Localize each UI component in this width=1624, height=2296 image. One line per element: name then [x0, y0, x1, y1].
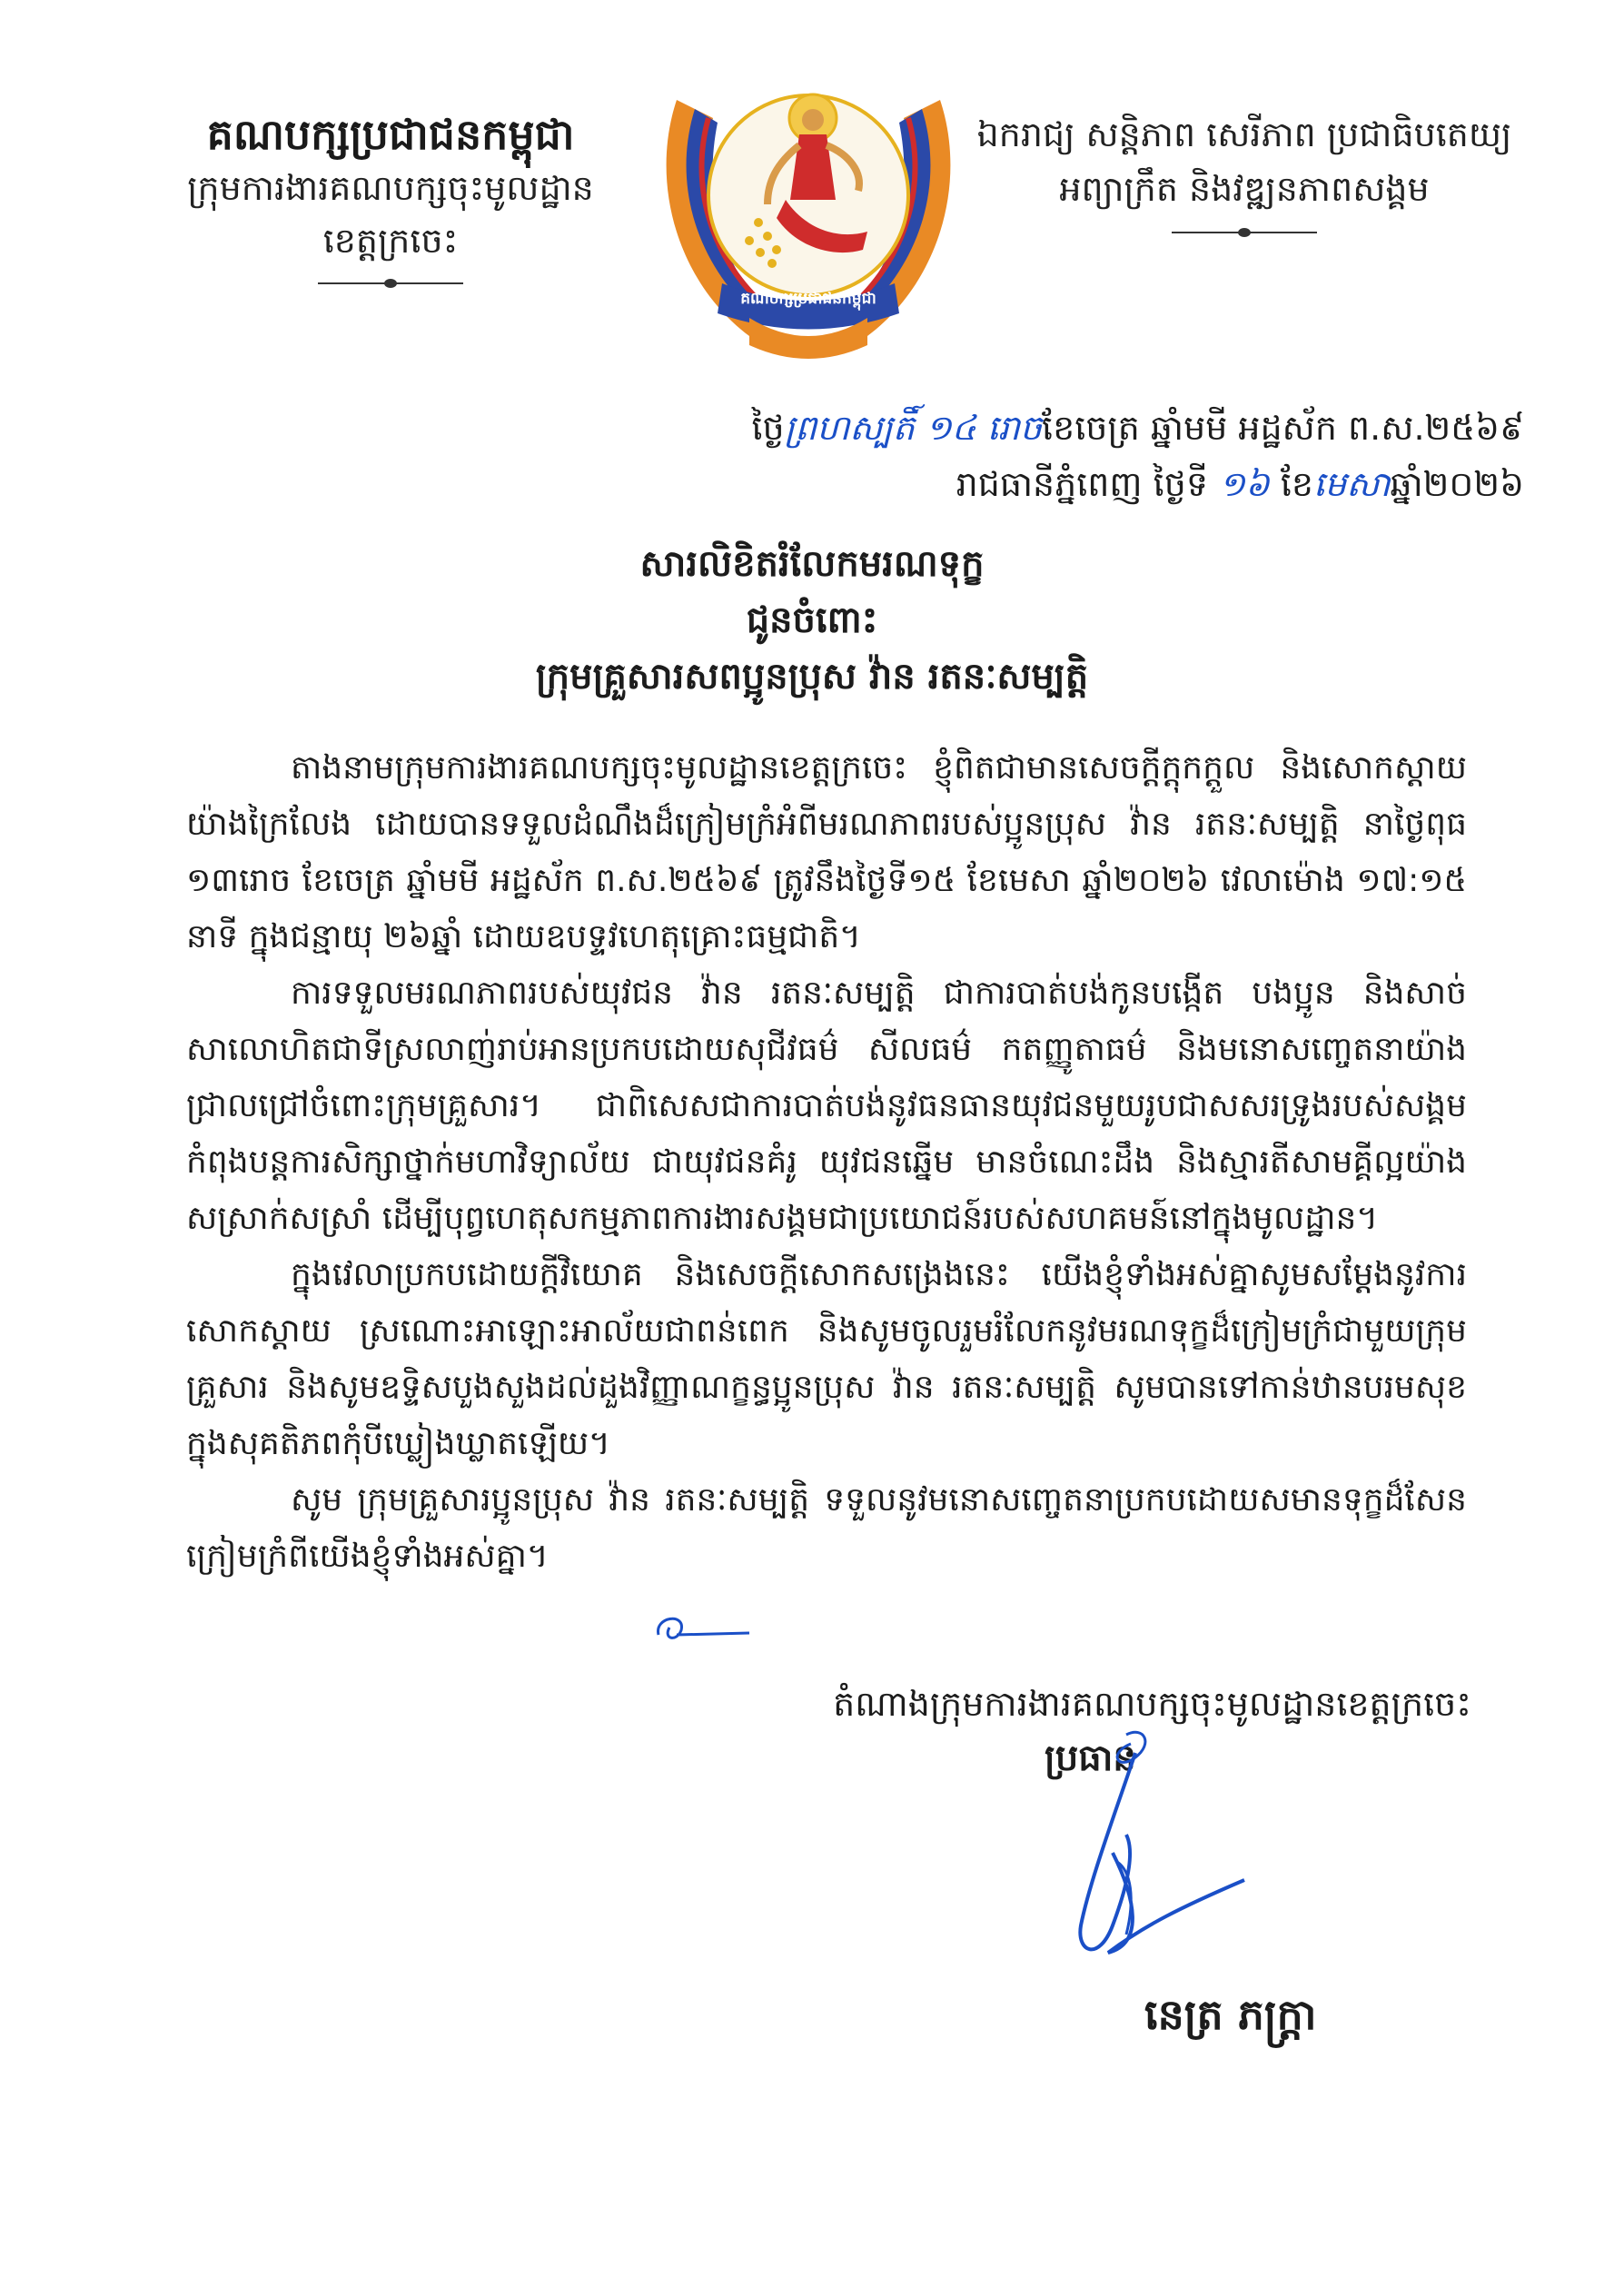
lunar-date: ថ្ងៃព្រហស្បតិ៍ ១៤ រោចខែចេត្រ ឆ្នាំមមី អដ្ឋស័ក ព.ស.២៥៦៩	[751, 408, 1524, 448]
emblem-icon	[640, 45, 976, 363]
initial-mark-icon	[649, 1608, 758, 1653]
letter-title	[0, 536, 1624, 705]
title-line-2: ជូនចំពោះ	[746, 599, 878, 641]
province-name: ខេត្តក្រចេះ	[322, 221, 459, 261]
solar-month-handwritten: មេសា	[1313, 464, 1391, 504]
party-name: គណបក្សប្រជាជនកម្ពុជា	[206, 110, 575, 159]
paragraph-2: ការទទួលមរណភាពរបស់យុវជន វ៉ាន រតនៈសម្បត្តិ ជាការបាត់បង់កូនបង្កើត បងប្អូន និងសាច់សាលោហិតជាទីស្រលាញ់រាប់អានប្រកបដោយសុជីវធម៌ សីលធម៌ កតញ្ញូតាធម៌ និងមនោសញ្ចេតនាយ៉ាងជ្រាលជ្រៅចំពោះក្រុមគ្រួសារ។ ជាពិសេសជាការបាត់បង់នូវធនធានយុវជនមួយរូបជាសសរទ្រូងរបស់សង្គម កំពុងបន្តការសិក្សាថ្នាក់មហាវិទ្យាល័យ ជាយុវជនគំរូ យុវជនឆ្នើម មានចំណេះដឹង និងស្មារតីសាមគ្គីល្អយ៉ាងសស្រាក់សស្រាំ ដើម្បីបុព្វហេតុសកម្មភាពការងារសង្គមជាប្រយោជន៍របស់សហគមន៍នៅក្នុងមូលដ្ឋាន។	[186, 975, 1467, 1237]
national-motto: ឯករាជ្យ សន្តិភាព សេរីភាព ប្រជាធិបតេយ្យ	[976, 114, 1512, 154]
left-divider	[318, 278, 463, 289]
signer-name: នេត្រ ភក្ត្រា	[1144, 1990, 1317, 2039]
letter-body	[186, 740, 1467, 1585]
on-behalf-line: តំណាងក្រុមការងារគណបក្សចុះមូលដ្ឋានខេត្តក្រចេះ	[833, 1684, 1471, 1724]
paragraph-4: សូម ក្រុមគ្រួសារប្អូនប្រុស វ៉ាន រតនៈសម្បត្តិ ទទួលនូវមនោសញ្ចេតនាប្រកបដោយសមានទុក្ខដ៏សែនក្រៀមក្រំពីយើងខ្ញុំទាំងអស់គ្នា។	[186, 1481, 1467, 1575]
right-divider	[1172, 227, 1317, 238]
solar-date: រាជធានីភ្នំពេញ ថ្ងៃទី ១៦ ខែមេសាឆ្នាំ២០២៦	[956, 464, 1524, 504]
paragraph-3: ក្នុងវេលាប្រកបដោយក្តីវិយោគ និងសេចក្តីសោកសង្រេងនេះ យើងខ្ញុំទាំងអស់គ្នាសូមសម្តែងនូវការសោកស្តាយ ស្រណោះអាឡោះអាល័យជាពន់ពេក និងសូមចូលរួមរំលែកនូវមរណទុក្ខដ៏ក្រៀមក្រំជាមួយក្រុមគ្រួសារ និងសូមឧទ្ទិសបួងសួងដល់ដួងវិញ្ញាណក្ខន្ធប្អូនប្រុស វ៉ាន រតនៈសម្បត្តិ សូមបានទៅកាន់ឋានបរមសុខក្នុងសុគតិភពកុំបីឃ្លៀងឃ្លាតឡើយ។	[186, 1256, 1467, 1462]
signature-icon	[999, 1717, 1272, 2007]
solar-day-handwritten: ១៦	[1219, 464, 1270, 504]
party-emblem	[640, 45, 976, 363]
paragraph-1: តាងនាមក្រុមការងារគណបក្សចុះមូលដ្ឋានខេត្តក្រចេះ ខ្ញុំពិតជាមានសេចក្តីក្តុកក្តួល និងសោកស្តាយយ៉ាងក្រៃលែង ដោយបានទទួលដំណឹងដ៏ក្រៀមក្រំអំពីមរណភាពរបស់ប្អូនប្រុស វ៉ាន រតនៈសម្បត្តិ នាថ្ងៃពុធ ១៣រោច ខែចេត្រ ឆ្នាំមមី អដ្ឋស័ក ព.ស.២៥៦៩ ត្រូវនឹងថ្ងៃទី១៥ ខែមេសា ឆ្នាំ២០២៦ វេលាម៉ោង ១៧:១៥ នាទី ក្នុងជន្មាយុ ២៦ឆ្នាំ ដោយឧបទ្ទវហេតុគ្រោះធម្មជាតិ។	[186, 749, 1467, 955]
left-header	[136, 107, 645, 289]
date-block	[525, 400, 1524, 512]
signer-position: ប្រធាន	[1045, 1737, 1136, 1779]
title-line-3: ក្រុមគ្រួសារសពប្អូនប្រុស វ៉ាន រតនៈសម្បត្តិ	[535, 656, 1089, 698]
title-line-1: សារលិខិតរំលែកមរណទុក្ខ	[639, 543, 985, 585]
lunar-date-handwritten: ព្រហស្បតិ៍ ១៤ រោច	[784, 408, 1043, 448]
national-motto-2: អព្យាក្រឹត និងវឌ្ឍនភាពសង្គម	[1059, 169, 1430, 209]
committee-name: ក្រុមការងារគណបក្សចុះមូលដ្ឋាន	[187, 168, 594, 208]
right-header	[963, 107, 1526, 238]
emblem-text: គណបក្សប្រជាជនកម្ពុជា	[740, 290, 876, 308]
